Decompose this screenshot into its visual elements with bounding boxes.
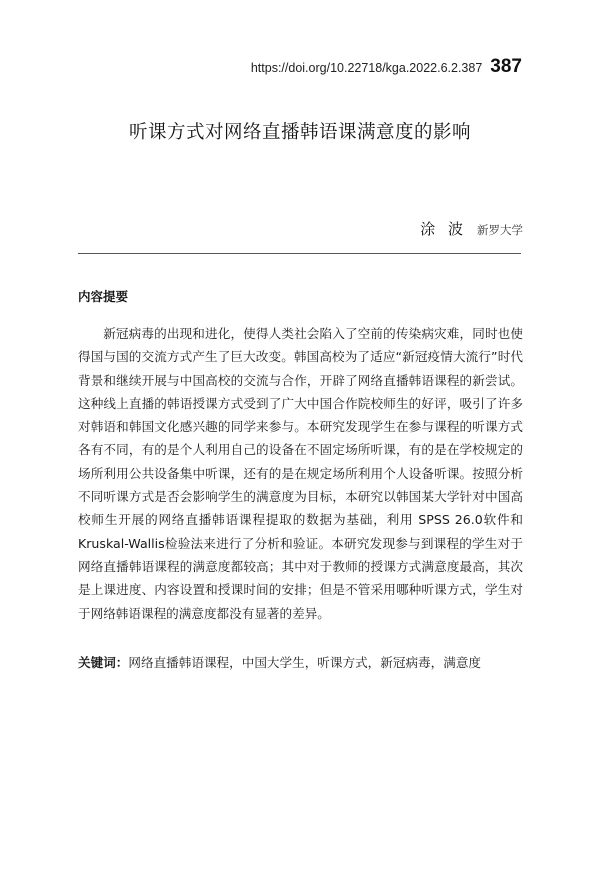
author-name: 涂 波 <box>420 220 467 238</box>
keywords-label: 关键词： <box>78 655 129 670</box>
divider-rule <box>78 253 521 254</box>
running-header <box>251 56 522 78</box>
author-line <box>420 218 523 239</box>
abstract-heading: 内容提要 <box>78 289 129 304</box>
keywords-text: 网络直播韩语课程，中国大学生，听课方式，新冠病毒，满意度 <box>128 655 481 670</box>
page-number: 387 <box>490 56 522 77</box>
author-affiliation: 新罗大学 <box>477 223 523 237</box>
paper-title: 听课方式对网络直播韩语课满意度的影响 <box>128 122 471 143</box>
keywords <box>78 653 523 673</box>
abstract-body: 新冠病毒的出现和进化，使得人类社会陷入了空前的传染病灾难，同时也使得国与国的交流方式产生了巨大改变。韩国高校为了适应“新冠疫情大流行”时代背景和继续开展与中国高校的交流与合作，开辟了网络直播韩语课程的新尝试。这种线上直播的韩语授课方式受到了广大中国合作院校师生的好评，吸引了许多对韩语和韩国文化感兴趣的同学来参与。本研究发现学生在参与课程的听课方式各有不同，有的是个人利用自己的设备在不固定场所听课，有的是在学校规定的场所利用公共设备集中听课，还有的是在规定场所利用个人设备听课。按照分析不同听课方式是否会影响学生的满意度为目标，本研究以韩国某大学针对中国高校师生开展的网络直播韩语课程提取的数据为基础，利用 SPSS 26.0软件和 Kruskal-Wallis检验法来进行了分析和验证。本研究发现参与到课程的学生对于网络直播韩语课程的满意度都较高；其中对于教师的授课方式满意度最高，其次是上课进度、内容设置和授课时间的安排；但是不管采用哪种听课方式，学生对于网络韩语课程的满意度都没有显著的差异。 <box>78 326 523 621</box>
doi-link[interactable]: https://doi.org/10.22718/kga.2022.6.2.387 <box>250 61 483 75</box>
